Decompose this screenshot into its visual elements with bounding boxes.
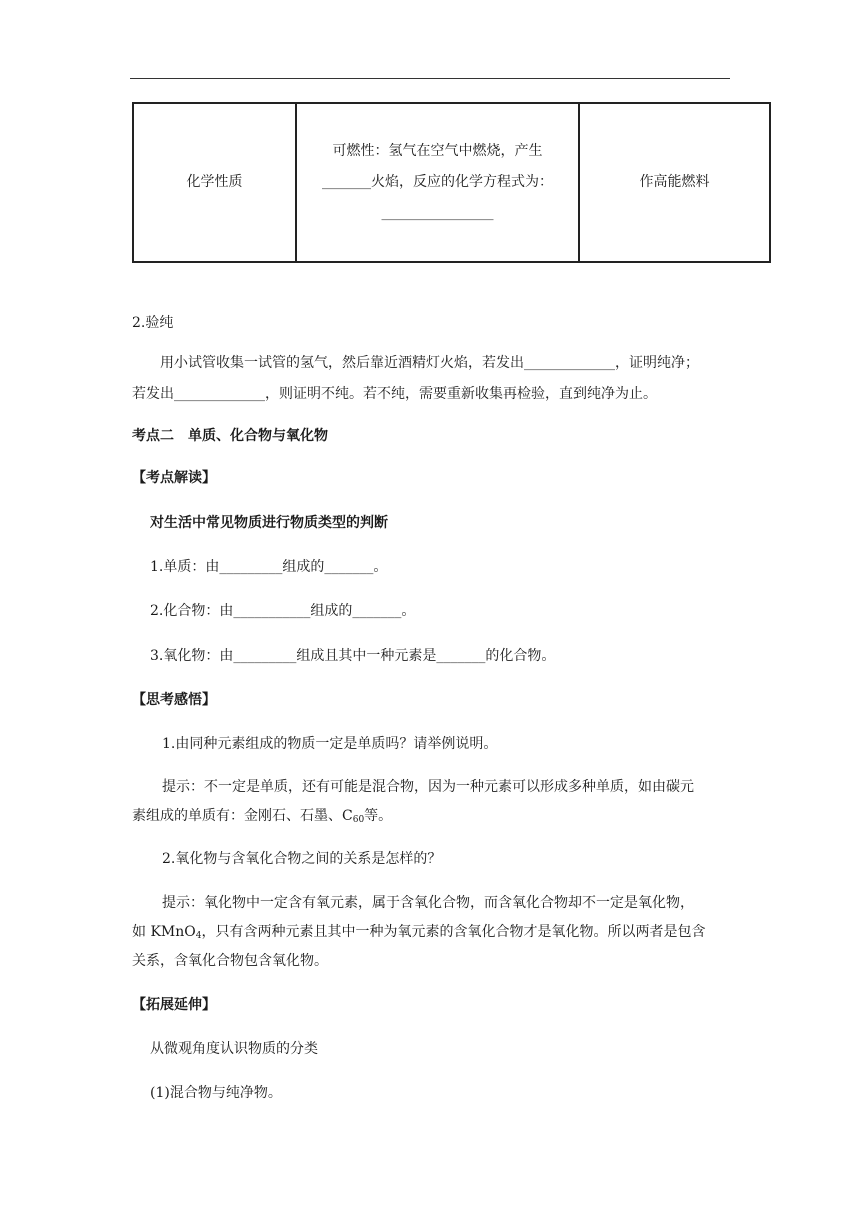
paragraph-line: 若发出_____________，则证明不纯。若不纯，需要重新收集再检验，直到纯净为止。 [132,386,657,402]
label-sikao: 【思考感悟】 [132,692,216,708]
property-table [132,102,771,263]
list-item: 1.单质：由_________组成的_______。 [150,559,388,575]
answer-line: 提示：不一定是单质，还有可能是混合物，因为一种元素可以形成多种单质，如由碳元 [162,779,694,795]
question: 2.氧化物与含氧化合物之间的关系是怎样的？ [162,851,442,867]
section-title-kaodian2: 考点二 单质、化合物与氧化物 [132,428,328,444]
label-tuozhan: 【拓展延伸】 [132,997,216,1013]
list-item: (1)混合物与纯净物。 [150,1085,282,1101]
header-rule [130,78,730,79]
subtitle: 对生活中常见物质进行物质类型的判断 [150,515,388,531]
list-item: 2.化合物：由___________组成的_______。 [150,603,416,619]
answer-line: 提示：氧化物中一定含有氧元素，属于含氧化合物，而含氧化合物却不一定是氧化物， [162,895,694,911]
table-cell-category: 化学性质 [133,103,296,262]
answer-line: 关系，含氧化合物包含氧化物。 [132,953,328,969]
subtitle: 从微观角度认识物质的分类 [150,1041,318,1057]
list-item: 3.氧化物：由_________组成且其中一种元素是_______的化合物。 [150,648,556,664]
table-cell-property: 可燃性：氢气在空气中燃烧，产生 _______火焰，反应的化学方程式为： ________________ [296,103,579,262]
table-cell-use: 作高能燃料 [579,103,770,262]
section-heading-yanchun: 2.验纯 [132,315,174,331]
answer-line: 素组成的单质有：金刚石、石墨、$C_{60}$等。 [132,808,393,825]
answer-line: 如 KMnO$_4$，只有含两种元素且其中一种为氧元素的含氧化合物才是氧化物。所以两者是包含 [132,924,706,941]
question: 1.由同种元素组成的物质一定是单质吗？请举例说明。 [162,736,498,752]
paragraph-line: 用小试管收集一试管的氢气，然后靠近酒精灯火焰，若发出_____________，证明纯净； [160,355,699,371]
table-row [133,103,770,262]
label-jiedu: 【考点解读】 [132,470,216,486]
